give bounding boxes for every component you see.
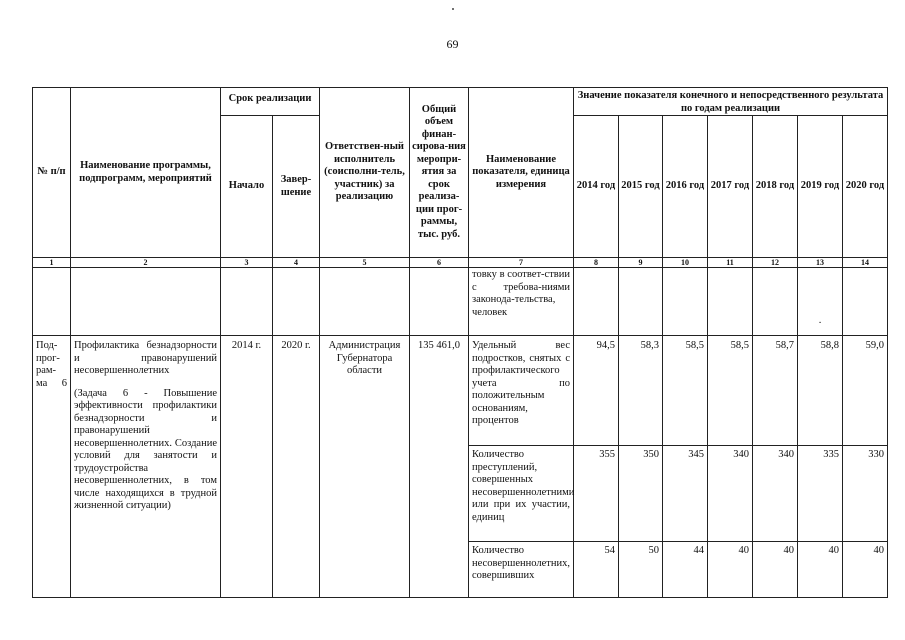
column-number: 13 [798,258,843,268]
indicator-value: 40 [708,542,753,598]
header-num: № п/п [33,88,71,258]
indicator-value: 44 [663,542,708,598]
header-indicator: Наименование показателя, единица измерения [469,88,574,258]
page-number: 69 [446,37,459,51]
indicator-value: 58,5 [663,336,708,446]
column-number: 1 [33,258,71,268]
column-number: 7 [469,258,574,268]
indicator-value: 58,8 [798,336,843,446]
indicator-value: 340 [753,446,798,542]
continuation-indicator: товку в соответ-ствии с требова-ниями законода-тельства, человек [469,268,574,336]
indicator-name: Количество несовершеннолетних, совершивших [469,542,574,598]
indicator-value: 50 [619,542,663,598]
header-values: Значение показателя конечного и непосредственного результата по годам реализации [574,88,888,116]
indicator-value: 40 [753,542,798,598]
indicator-value: 40 [843,542,888,598]
header-start: Начало [221,116,273,258]
indicator-value: 94,5 [574,336,619,446]
header-year-2018: 2018 год [753,116,798,258]
indicator-value: 355 [574,446,619,542]
indicator-value: 40 [798,542,843,598]
header-funding: Общий объем финан-сирова-ния меропри-ятия за срок реализа-ции прог-раммы, тыс. руб. [410,88,469,258]
indicator-value: 58,3 [619,336,663,446]
subprogram-task: (Задача 6 - Повышение эффективности профилактики безнадзорности и правонарушений несовершеннолетних. Создание условий для занятости и трудоустройства несовершеннолетних, в том числе находящихся в трудной жизненной ситуации) [74,387,217,511]
end-date: 2020 г. [273,336,320,598]
header-program: Наименование программы, подпрограмм, мероприятий [71,88,221,258]
column-number: 2 [71,258,221,268]
funding-amount: 135 461,0 [410,336,469,598]
column-number: 14 [843,258,888,268]
header-term: Срок реализации [221,88,320,116]
header-responsible: Ответствен-ный исполнитель (соисполни-тель, участник) за реализацию [320,88,410,258]
indicator-name: Количество преступлений, совершенных несовершеннолетними или при их участии, единиц [469,446,574,542]
subprogram-name: Профилактика безнадзорности и правонарушений несовершеннолетних [74,340,217,376]
header-year-2019: 2019 год [798,116,843,258]
subprogram-number: Под-прог-рам-ма 6 [33,336,71,598]
column-number: 9 [619,258,663,268]
program-table [32,87,888,598]
indicator-value: 345 [663,446,708,542]
indicator-value: 58,5 [708,336,753,446]
column-number: 4 [273,258,320,268]
column-number: 11 [708,258,753,268]
scan-mark: . [798,268,843,336]
indicator-value: 340 [708,446,753,542]
indicator-name: Удельный вес подростков, снятых с профилактического учета по положительным основаниям, процентов [469,336,574,446]
header-year-2015: 2015 год [619,116,663,258]
subprogram-cell [71,336,221,598]
indicator-value: 59,0 [843,336,888,446]
scan-speck [452,8,454,10]
responsible-executor: Администрация Губернатора области [320,336,410,598]
column-number: 3 [221,258,273,268]
column-number-row [33,258,888,268]
indicator-value: 330 [843,446,888,542]
column-number: 6 [410,258,469,268]
header-year-2017: 2017 год [708,116,753,258]
header-year-2016: 2016 год [663,116,708,258]
continuation-row [33,268,888,336]
indicator-value: 350 [619,446,663,542]
column-number: 5 [320,258,410,268]
indicator-value: 335 [798,446,843,542]
start-date: 2014 г. [221,336,273,598]
column-number: 8 [574,258,619,268]
header-end: Завер-шение [273,116,320,258]
indicator-value: 58,7 [753,336,798,446]
subprogram-row [33,336,888,446]
header-year-2014: 2014 год [574,116,619,258]
header-year-2020: 2020 год [843,116,888,258]
column-number: 10 [663,258,708,268]
column-number: 12 [753,258,798,268]
indicator-value: 54 [574,542,619,598]
